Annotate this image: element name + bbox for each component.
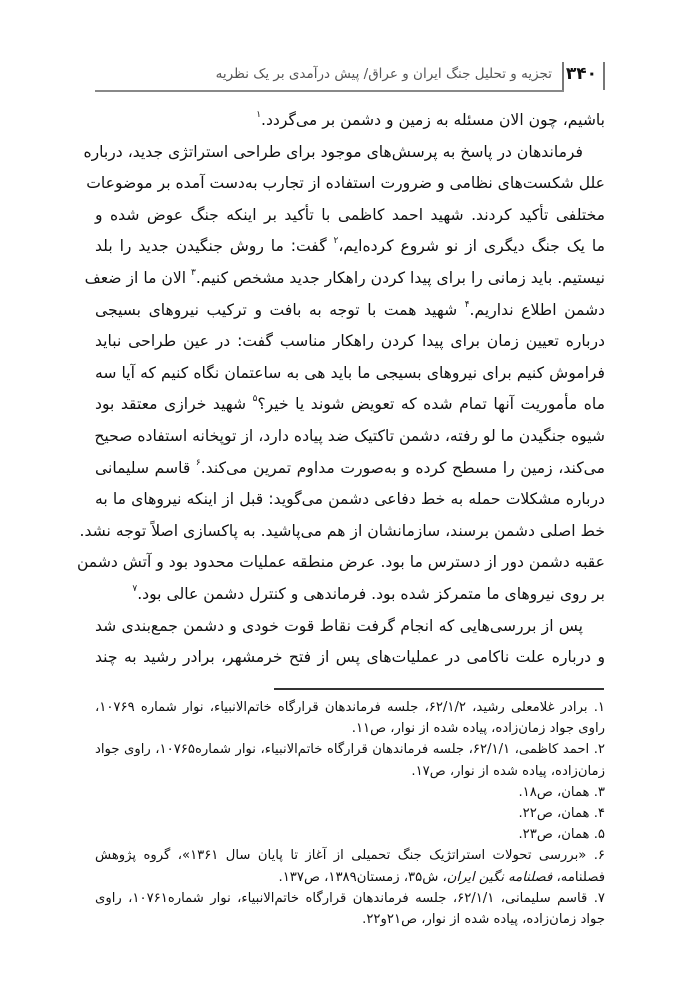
text-line: می‌کند، زمین را مسطح کرده و به‌صورت مداوم تمرین می‌کند.$^۶$ قاسم سلیمانی [95, 457, 605, 477]
footnote-ref[interactable]: ۷ [132, 583, 138, 594]
text-line: نیستیم. باید زمانی را برای پیدا کردن راهکار جدید مشخص کنیم.$^۳$ الان ما از ضعف [84, 267, 605, 287]
footnote-ref[interactable]: ۵ [252, 394, 258, 405]
footnote-separator [274, 688, 604, 690]
text-line: درباره مشکلات حمله به خط دفاعی دشمن می‌گوید: قبل از اینکه نیروهای ما به [95, 490, 605, 509]
text-line: و درباره علت ناکامی در عملیات‌های پس از فتح خرمشهر، برادر رشید به چند [95, 648, 605, 667]
footnote-ref[interactable]: ۶ [195, 457, 201, 468]
text-line: عقبه دشمن دور از دسترس ما بود. عرض منطقه عملیات محدود بود و آتش دشمن [76, 553, 605, 572]
footnote-ref[interactable]: ۲ [333, 236, 339, 247]
text-line: باشیم، چون الان مسئله به زمین و دشمن بر می‌گردد.$^۱$ [256, 110, 605, 129]
footnote-4: ۴. همان، ص۲۲. [518, 806, 605, 822]
text-line: فراموش کنیم برای نیروهای بسیجی ما باید هی به ساعتمان نگاه کنیم که آیا سه [95, 363, 605, 382]
footnote-1: ۱. برادر غلامعلی رشید، ۶۲/۱/۲، جلسه فرماندهان قرارگاه خاتم‌الانبیاء، نوار شماره ۱۰۷۶۹، راوی جواد زمان‌زاده، پیاده شده از نوار، ص۱۱. [95, 700, 606, 737]
footnotes [95, 697, 605, 930]
footnote-7: ۷. قاسم سلیمانی، ۶۲/۱/۱، جلسه فرماندهان قرارگاه خاتم‌الانبیاء، نوار شماره۱۰۷۶۱، راوی جواد زمان‌زاده، پیاده شده از نوار، ص۲۱و۲۲. [95, 890, 605, 928]
text-line: پس از بررسی‌هایی که انجام گرفت نقاط قوت خودی و دشمن جمع‌بندی شد [95, 616, 583, 635]
footnote-5: ۵. همان، ص۲۳. [518, 827, 605, 843]
text-line: خط اصلی دشمن برسند، سازمانشان از هم می‌پاشید. به پاکسازی اصلاً توجه نشد. [79, 521, 605, 540]
footnote-3: ۳. همان، ص۱۸. [518, 784, 605, 800]
footnote-2: ۲. احمد کاظمی، ۶۲/۱/۱، جلسه فرماندهان قرارگاه خاتم‌الانبیاء، نوار شماره۱۰۷۶۵، راوی جواد زمان‌زاده، پیاده شده از نوار، ص۱۷. [95, 742, 605, 779]
header-divider-mid [562, 62, 564, 90]
body-text [76, 105, 606, 674]
text-line: درباره تعیین زمان برای پیدا کردن راهکار مناسب گفت: در عین طراحی نباید [95, 332, 605, 351]
page-number: ۳۴۰ [565, 64, 597, 84]
text-line: بر روی نیروهای ما متمرکز شده بود. فرماندهی و کنترل دشمن عالی بود.$^۷$ [132, 583, 605, 603]
text-line: فرماندهان در پاسخ به پرسش‌های موجود برای طراحی استراتژی جدید، درباره [83, 142, 583, 161]
running-header [95, 62, 605, 92]
footnote-ref[interactable]: ۴ [464, 299, 470, 310]
text-line: مختلفی تأکید کردند. شهید احمد کاظمی با تأکید بر اینکه جنگ عوض شده و [95, 205, 605, 224]
footnote-ref[interactable]: ۳ [191, 267, 196, 278]
text-line: دشمن اطلاع نداریم.$^۴$ شهید همت با توجه به بافت و ترکیب نیروهای بسیجی [95, 299, 605, 319]
text-line: ما یک جنگ دیگری از نو شروع کرده‌ایم،$^۲$ گفت: ما روش جنگیدن جدید را بلد [95, 236, 605, 256]
text-line: شیوه جنگیدن ما لو رفته، دشمن تاکتیک ضد پیاده دارد، از توپخانه استفاده صحیح [94, 426, 605, 445]
footnote-ref[interactable]: ۱ [256, 110, 262, 120]
text-line: علل شکست‌های نظامی و ضرورت استفاده از تجارب به‌دست آمده بر موضوعات [86, 174, 605, 193]
header-divider-right [603, 62, 605, 90]
running-title: تجزیه و تحلیل جنگ ایران و عراق/ پیش درآمدی بر یک نظریه [215, 66, 552, 82]
footnote-6: ۶. «بررسی تحولات استراتژیک جنگ تحمیلی از آغاز تا پایان سال ۱۳۶۱»، گروه پژوهش فصلنامه، فصلنامه نگین ایران، ش۳۵، زمستان۱۳۸۹، ص۱۳۷. [95, 848, 606, 885]
text-line: ماه مأموریت آنها تمام شده که تعویض شوند یا خیر؟$^۵$ شهید خرازی معتقد بود [95, 394, 606, 414]
header-rule [95, 90, 564, 92]
journal-title: فصلنامه نگین ایران [446, 869, 553, 885]
